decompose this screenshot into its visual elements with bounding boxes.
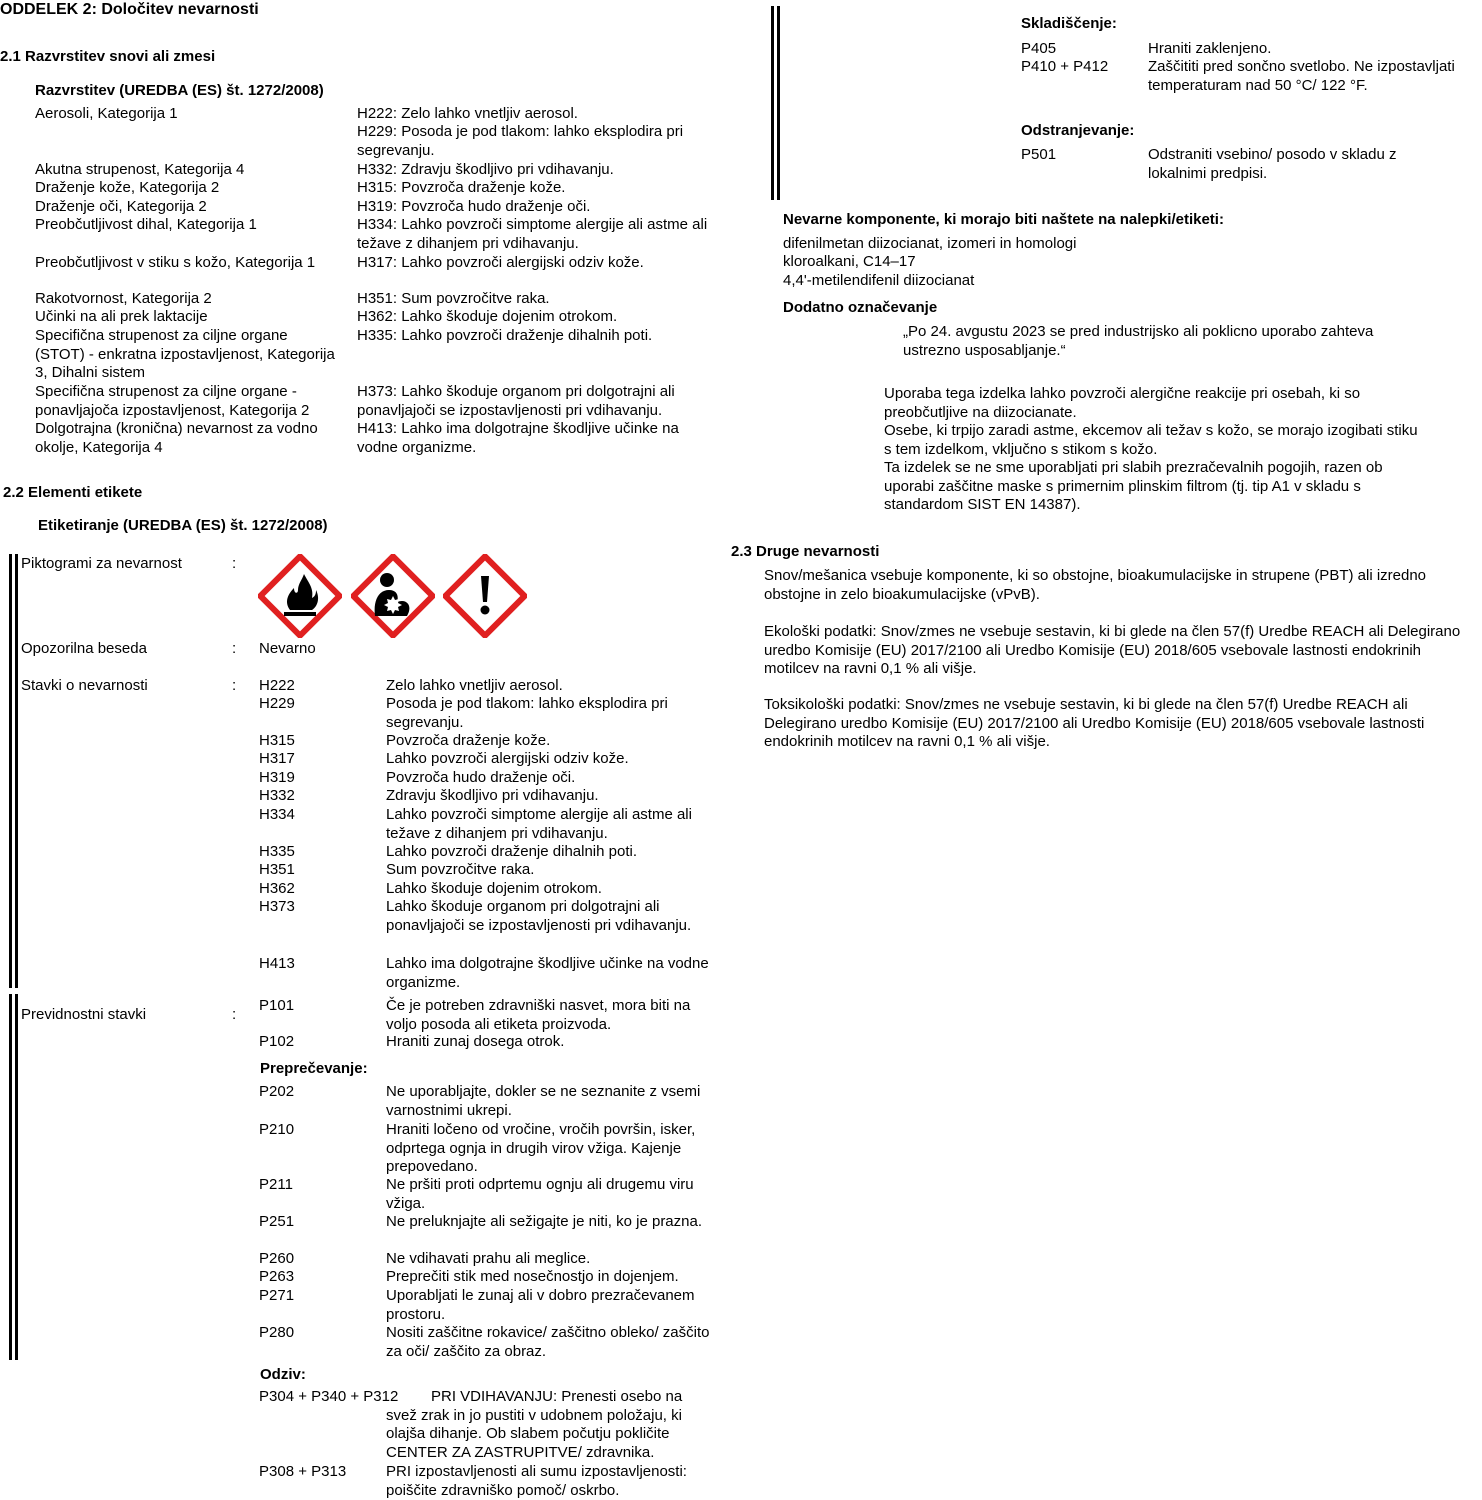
classification-category: Preobčutljivost v stiku s kožo, Kategorija 1 <box>35 254 316 271</box>
hazard-statement: H413: Lahko ima dolgotrajne škodljive učinke na vodne organizme. <box>357 420 679 456</box>
hazard-statement: H315: Povzroča draženje kože. <box>357 179 566 196</box>
hazard-code: H362 <box>259 880 295 897</box>
hazard-statement: H373: Lahko škoduje organom pri dolgotrajni ali ponavljajoči se izpostavljenosti pri vdihavanju. <box>357 383 675 419</box>
precaution-code: P101 <box>259 997 295 1014</box>
precautionary-statements-label: Previdnostni stavki <box>21 1006 147 1023</box>
change-bar <box>9 994 12 1360</box>
statement-text: Hraniti ločeno od vročine, vročih površin, isker, odprtega ognja in drugih virov vžiga. Kajenje prepovedano. <box>386 1121 696 1175</box>
labelling-subheading: Etiketiranje (UREDBA (ES) št. 1272/2008) <box>38 517 328 534</box>
precaution-code: P260 <box>259 1250 295 1267</box>
component-item: 4,4'-metilendifenil diizocianat <box>783 272 975 289</box>
health-hazard-icon <box>351 554 435 638</box>
statement-text: Uporabljati le zunaj ali v dobro prezračevanem prostoru. <box>386 1287 695 1323</box>
precaution-code: P304 + P340 + P312 <box>259 1388 399 1405</box>
statement-text: Lahko povzroči simptome alergije ali astme ali težave z dihanjem pri vdihavanju. <box>386 806 692 842</box>
hazard-code: H334 <box>259 806 295 823</box>
statement-text: Nositi zaščitne rokavice/ zaščitno obleko/ zaščito za oči/ zaščito za obraz. <box>386 1324 710 1360</box>
colon: : <box>232 677 237 694</box>
signal-word-label: Opozorilna beseda <box>21 640 147 657</box>
hazard-statement: H317: Lahko povzroči alergijski odziv kože. <box>357 254 644 271</box>
hazard-statement: H351: Sum povzročitve raka. <box>357 290 550 307</box>
extra-labelling-heading: Dodatno označevanje <box>783 299 938 316</box>
change-bar <box>15 994 18 1360</box>
precaution-code: P405 <box>1021 40 1057 57</box>
other-hazards-ecological: Ekološki podatki: Snov/zmes ne vsebuje sestavin, ki bi glede na člen 57(f) Uredbe REACH ali Delegirano uredbo Komisije (EU) 2017/2100 ali Uredbo Komisije (EU) 2018/605 vsebovale lastnosti endokrinih motilcev na ravni 0,1 % ali višje. <box>764 623 1461 677</box>
response-heading: Odziv: <box>260 1366 306 1383</box>
change-bar <box>9 554 12 988</box>
statement-text: Hraniti zunaj dosega otrok. <box>386 1033 565 1050</box>
extra-labelling-line: Osebe, ki trpijo zaradi astme, ekcemov ali težav s kožo, se morajo izogibati stiku s tem izdelkom, vključno s stikom s kožo. <box>884 422 1418 458</box>
statement-text: Lahko škoduje dojenim otrokom. <box>386 880 602 897</box>
statement-text: Preprečiti stik med nosečnostjo in dojenjem. <box>386 1268 679 1285</box>
statement-text: PRI izpostavljenosti ali sumu izpostavljenosti: poiščite zdravniško pomoč/ oskrbo. <box>386 1463 687 1499</box>
hazard-code: H351 <box>259 861 295 878</box>
classification-category: Specifična strupenost za ciljne organe (STOT) - enkratna izpostavljenost, Kategorija 3, Dihalni sistem <box>35 327 335 381</box>
flame-icon <box>258 554 342 638</box>
precaution-code: P501 <box>1021 146 1057 163</box>
change-bar <box>15 554 18 988</box>
hazard-code: H335 <box>259 843 295 860</box>
precaution-code: P210 <box>259 1121 295 1138</box>
component-item: difenilmetan diizocianat, izomeri in homologi <box>783 235 1077 252</box>
statement-text: Ne vdihavati prahu ali meglice. <box>386 1250 591 1267</box>
hazard-statement: H229: Posoda je pod tlakom: lahko eksplodira pri segrevanju. <box>357 123 684 159</box>
precaution-code: P308 + P313 <box>259 1463 347 1480</box>
classification-subheading: Razvrstitev (UREDBA (ES) št. 1272/2008) <box>35 82 324 99</box>
hazard-statement: H335: Lahko povzroči draženje dihalnih poti. <box>357 327 653 344</box>
extra-labelling-line: Uporaba tega izdelka lahko povzroči alergične reakcije pri osebah, ki so preobčutljive na diizocianate. <box>884 385 1361 421</box>
section-2-3-heading: 2.3 Druge nevarnosti <box>731 543 880 560</box>
hazard-code: H319 <box>259 769 295 786</box>
precaution-code: P211 <box>259 1176 293 1193</box>
statement-text: Lahko povzroči draženje dihalnih poti. <box>386 843 637 860</box>
statement-text: Sum povzročitve raka. <box>386 861 535 878</box>
change-bar <box>771 6 774 200</box>
hazard-statement: H362: Lahko škoduje dojenim otrokom. <box>357 308 618 325</box>
precaution-code: P102 <box>259 1033 295 1050</box>
classification-category: Dolgotrajna (kronična) nevarnost za vodno okolje, Kategorija 4 <box>35 420 318 456</box>
other-hazards-pbt: Snov/mešanica vsebuje komponente, ki so obstojne, bioakumulacijske in strupene (PBT) ali izredno obstojne in zelo bioakumulacijske (vPvB). <box>764 567 1427 603</box>
precaution-code: P202 <box>259 1083 295 1100</box>
hazard-code: H222 <box>259 677 295 694</box>
hazard-code: H317 <box>259 750 295 767</box>
statement-text: Lahko ima dolgotrajne škodljive učinke na vodne organizme. <box>386 955 709 991</box>
statement-text: PRI VDIHAVANJU: Prenesti osebo na svež zrak in jo pustiti v udobnem položaju, ki olajša dihanje. Ob slabem počutju pokličite CENTER ZA ZASTRUPITVE/ zdravnika. <box>386 1388 683 1461</box>
precaution-code: P271 <box>259 1287 295 1304</box>
components-heading: Nevarne komponente, ki morajo biti naštete na nalepki/etiketi: <box>783 211 1224 228</box>
statement-text: Lahko škoduje organom pri dolgotrajni ali ponavljajoči se izpostavljenosti pri vdihavanju. <box>386 898 692 934</box>
hazard-statement: H319: Povzroča hudo draženje oči. <box>357 198 591 215</box>
statement-text: Zdravju škodljivo pri vdihavanju. <box>386 787 599 804</box>
statement-text: Hraniti zaklenjeno. <box>1148 40 1272 57</box>
precaution-code: P410 + P412 <box>1021 58 1109 75</box>
component-item: kloroalkani, C14–17 <box>783 253 916 270</box>
hazard-code: H315 <box>259 732 295 749</box>
exclamation-icon <box>443 554 527 638</box>
extra-labelling-text <box>884 385 1429 515</box>
colon: : <box>232 1006 237 1023</box>
storage-heading: Skladiščenje: <box>1021 15 1117 32</box>
precaution-code: P251 <box>259 1213 295 1230</box>
hazard-statement: H222: Zelo lahko vnetljiv aerosol. <box>357 105 578 122</box>
statement-text: Ne pršiti proti odprtemu ognju ali drugemu viru vžiga. <box>386 1176 694 1212</box>
statement-text: Povzroča draženje kože. <box>386 732 551 749</box>
section-2-1-heading: 2.1 Razvrstitev snovi ali zmesi <box>0 48 216 65</box>
pictograms-label: Piktogrami za nevarnost <box>21 555 182 572</box>
statement-text: Posoda je pod tlakom: lahko eksplodira pri segrevanju. <box>386 695 668 731</box>
hazard-code: H229 <box>259 695 295 712</box>
statement-text: Zelo lahko vnetljiv aerosol. <box>386 677 563 694</box>
classification-category: Preobčutljivost dihal, Kategorija 1 <box>35 216 257 233</box>
section-title: ODDELEK 2: Določitev nevarnosti <box>0 1 259 18</box>
classification-category: Akutna strupenost, Kategorija 4 <box>35 161 245 178</box>
hazard-statement: H332: Zdravju škodljivo pri vdihavanju. <box>357 161 614 178</box>
hazard-code: H332 <box>259 787 295 804</box>
extra-labelling-quote: „Po 24. avgustu 2023 se pred industrijsko ali poklicno uporabo zahteva ustrezno usposabljanje.“ <box>903 323 1374 359</box>
colon: : <box>232 640 237 657</box>
hazard-statement: H334: Lahko povzroči simptome alergije ali astme ali težave z dihanjem pri vdihavanju. <box>357 216 708 252</box>
signal-word-value: Nevarno <box>259 640 316 657</box>
statement-text: Če je potreben zdravniški nasvet, mora biti na voljo posoda ali etiketa proizvoda. <box>386 997 691 1033</box>
statement-text: Zaščititi pred sončno svetlobo. Ne izpostavljati temperaturam nad 50 °C/ 122 °F. <box>1148 58 1455 94</box>
classification-category: Aerosoli, Kategorija 1 <box>35 105 178 122</box>
other-hazards-toxicological: Toksikološki podatki: Snov/zmes ne vsebuje sestavin, ki bi glede na člen 57(f) Uredbe REACH ali Delegirano uredbo Komisije (EU) 2017/2100 ali Uredbo Komisije (EU) 2018/605 vsebovale lastnosti endokrinih motilcev na ravni 0,1 % ali višje. <box>764 696 1425 750</box>
statement-text: Povzroča hudo draženje oči. <box>386 769 576 786</box>
prevention-heading: Preprečevanje: <box>260 1060 368 1077</box>
statement-text: Ne uporabljajte, dokler se ne seznanite z vsemi varnostnimi ukrepi. <box>386 1083 701 1119</box>
change-bar <box>777 6 780 200</box>
classification-category: Draženje kože, Kategorija 2 <box>35 179 220 196</box>
classification-category: Specifična strupenost za ciljne organe - ponavljajoča izpostavljenost, Kategorija 2 <box>35 383 310 419</box>
classification-category: Draženje oči, Kategorija 2 <box>35 198 207 215</box>
extra-labelling-line: Ta izdelek se ne sme uporabljati pri slabih prezračevalnih pogojih, razen ob uporabi zaščitne maske s primernim plinskim filtrom (tj. tip A1 v skladu s standardom SIST EN 14387). <box>884 459 1383 513</box>
classification-category: Učinki na ali prek laktacije <box>35 308 208 325</box>
section-2-2-heading: 2.2 Elementi etikete <box>3 484 143 501</box>
classification-category: Rakotvornost, Kategorija 2 <box>35 290 212 307</box>
colon: : <box>232 555 237 572</box>
statement-text: Lahko povzroči alergijski odziv kože. <box>386 750 629 767</box>
disposal-heading: Odstranjevanje: <box>1021 122 1135 139</box>
hazard-code: H373 <box>259 898 295 915</box>
statement-text: Ne preluknjajte ali sežigajte je niti, ko je prazna. <box>386 1213 703 1230</box>
statement-text: Odstraniti vsebino/ posodo v skladu z lokalnimi predpisi. <box>1148 146 1397 182</box>
precaution-code: P263 <box>259 1268 295 1285</box>
precaution-code: P280 <box>259 1324 295 1341</box>
hazard-statements-label: Stavki o nevarnosti <box>21 677 148 694</box>
hazard-code: H413 <box>259 955 295 972</box>
